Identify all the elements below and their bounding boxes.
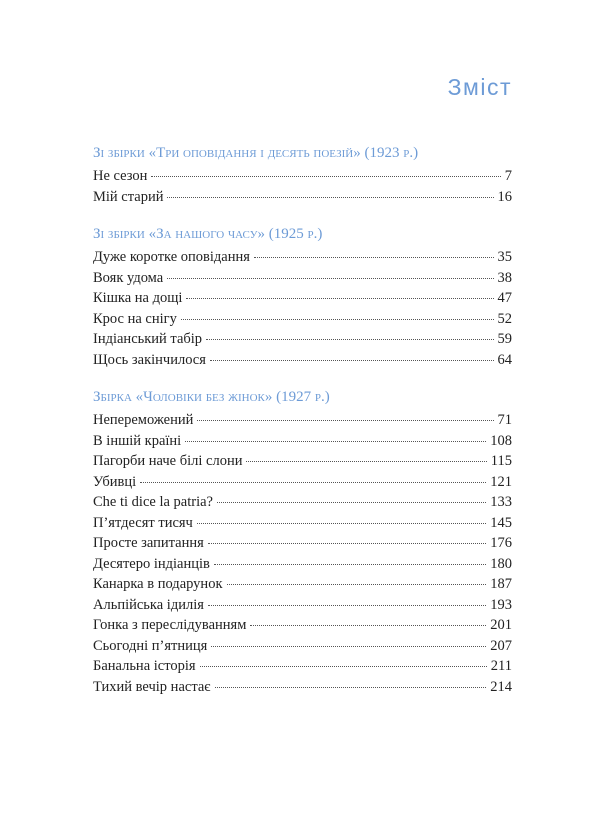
entry-title: Банальна історія xyxy=(93,658,196,674)
dot-leader xyxy=(211,646,486,647)
page-number: 180 xyxy=(490,555,512,572)
page-number: 145 xyxy=(490,514,512,531)
entry-title: Гонка з переслідуванням xyxy=(93,617,247,633)
page-number: 16 xyxy=(497,188,512,205)
entry-title: Крос на снігу xyxy=(93,310,177,327)
entry-title: Тихий вечір настає xyxy=(93,678,211,695)
toc-entry[interactable] xyxy=(93,288,512,309)
entry-title: Che ti dice la patria? xyxy=(93,494,213,510)
entry-title: Просте запитання xyxy=(93,535,204,551)
page-number: 115 xyxy=(490,453,512,469)
entry-title: Не сезон xyxy=(93,168,148,184)
toc-entry[interactable] xyxy=(93,410,512,431)
page-number: 52 xyxy=(497,310,512,327)
dot-leader xyxy=(208,543,486,544)
table-of-contents xyxy=(93,142,512,713)
toc-entry[interactable] xyxy=(93,677,512,698)
toc-entry[interactable] xyxy=(93,636,512,657)
dot-leader xyxy=(167,278,493,279)
toc-section xyxy=(93,386,512,697)
entry-title: Сьогодні п’ятниця xyxy=(93,637,208,654)
dot-leader xyxy=(186,298,493,299)
dot-leader xyxy=(227,584,487,585)
page-number: 193 xyxy=(490,596,512,613)
entry-title: Кішка на дощі xyxy=(93,290,183,306)
dot-leader xyxy=(200,666,487,667)
page-number: 59 xyxy=(497,331,512,347)
toc-entry[interactable] xyxy=(93,166,512,187)
dot-leader xyxy=(210,360,494,361)
entry-title: Альпійська ідилія xyxy=(93,596,204,613)
toc-entry[interactable] xyxy=(93,472,512,493)
dot-leader xyxy=(167,197,493,198)
toc-entry[interactable] xyxy=(93,595,512,616)
entry-title: Канарка в подарунок xyxy=(93,576,223,592)
entry-title: Мій старий xyxy=(93,188,164,205)
entry-title: Убивці xyxy=(93,473,137,490)
dot-leader xyxy=(250,625,486,626)
page-number: 121 xyxy=(490,473,512,490)
toc-entry[interactable] xyxy=(93,574,512,595)
dot-leader xyxy=(217,502,486,503)
toc-entry[interactable] xyxy=(93,554,512,575)
toc-section xyxy=(93,223,512,370)
toc-entry[interactable] xyxy=(93,492,512,513)
page-number: 214 xyxy=(490,678,512,695)
toc-entry[interactable] xyxy=(93,187,512,208)
toc-entry[interactable] xyxy=(93,431,512,452)
toc-entry[interactable] xyxy=(93,247,512,268)
dot-leader xyxy=(197,420,493,421)
entry-title: В іншій країні xyxy=(93,432,182,449)
page-number: 207 xyxy=(490,637,512,654)
entry-title: П’ятдесят тисяч xyxy=(93,514,193,531)
section-heading: Зі збірки «Три оповідання і десять поезій» (1923 р.) xyxy=(93,145,419,161)
toc-entry[interactable] xyxy=(93,309,512,330)
section-heading: Зі збірки «За нашого часу» (1925 р.) xyxy=(93,226,323,242)
entry-title: Непереможений xyxy=(93,412,194,428)
entry-title: Щось закінчилося xyxy=(93,351,206,368)
page-number: 187 xyxy=(490,576,512,592)
page-number: 47 xyxy=(497,290,512,306)
entry-title: Пагорби наче білі слони xyxy=(93,453,243,469)
page-number: 64 xyxy=(497,351,512,368)
page-number: 35 xyxy=(497,249,512,265)
dot-leader xyxy=(181,319,494,320)
dot-leader xyxy=(215,687,487,688)
entry-title: Індіанський табір xyxy=(93,331,203,347)
dot-leader xyxy=(208,605,486,606)
section-heading: Збірка «Чоловіки без жінок» (1927 р.) xyxy=(93,389,330,405)
toc-entry[interactable] xyxy=(93,656,512,677)
toc-entry[interactable] xyxy=(93,329,512,350)
page-number: 38 xyxy=(497,269,512,286)
toc-entry[interactable] xyxy=(93,615,512,636)
dot-leader xyxy=(246,461,486,462)
dot-leader xyxy=(254,257,494,258)
toc-entry[interactable] xyxy=(93,350,512,371)
toc-entry[interactable] xyxy=(93,533,512,554)
dot-leader xyxy=(206,339,493,340)
page-number: 133 xyxy=(490,494,512,510)
entry-title: Дуже коротке оповідання xyxy=(93,249,250,265)
toc-entry[interactable] xyxy=(93,451,512,472)
dot-leader xyxy=(151,176,500,177)
page-number: 108 xyxy=(490,432,512,449)
entry-title: Вояк удома xyxy=(93,269,164,286)
toc-entry[interactable] xyxy=(93,268,512,289)
dot-leader xyxy=(214,564,486,565)
page-number: 71 xyxy=(497,412,512,428)
toc-entry[interactable] xyxy=(93,513,512,534)
page-number: 211 xyxy=(490,658,512,674)
dot-leader xyxy=(140,482,486,483)
page-title: Зміст xyxy=(447,74,512,100)
entry-title: Десятеро індіанців xyxy=(93,555,210,572)
toc-section xyxy=(93,142,512,207)
dot-leader xyxy=(185,441,486,442)
page-number: 7 xyxy=(504,168,512,184)
page-number: 201 xyxy=(490,617,512,633)
page-number: 176 xyxy=(490,535,512,551)
dot-leader xyxy=(197,523,486,524)
